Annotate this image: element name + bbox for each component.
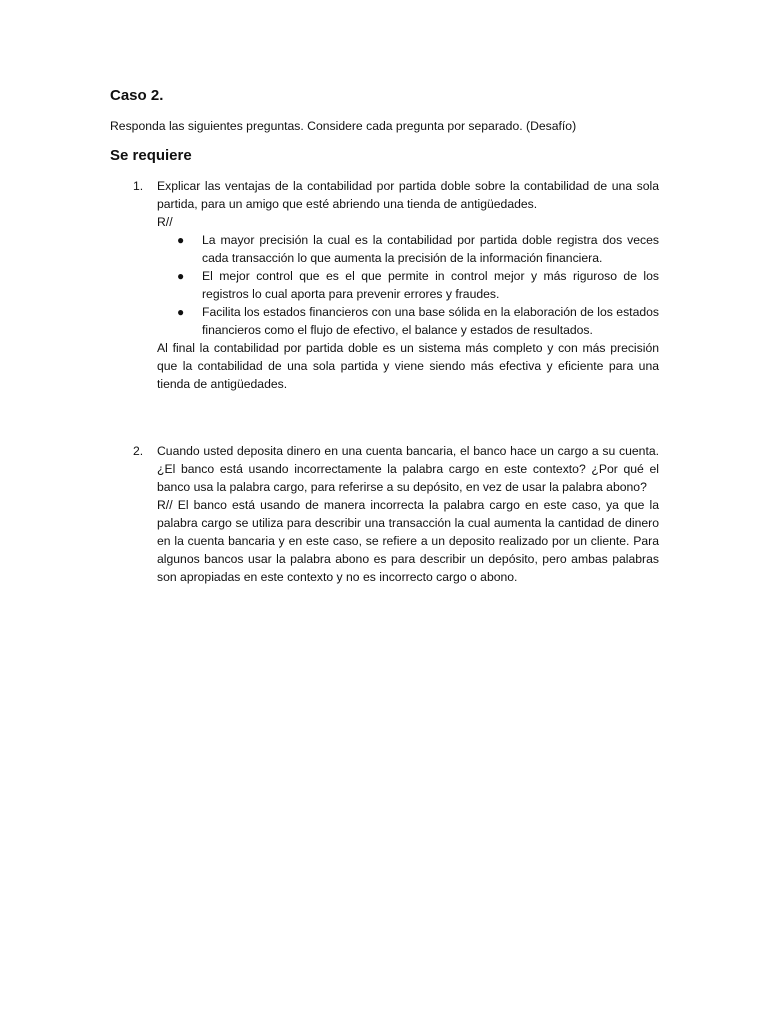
instructions-text: Responda las siguientes preguntas. Considere cada pregunta por separado. (Desafío) [110, 119, 577, 133]
answer-prefix: R// [157, 215, 173, 229]
bullet-text: La mayor precisión la cual es la contabilidad por partida doble registra dos veces cada transacción lo que aumenta la precisión de la información financiera. [202, 233, 659, 265]
bullet-text: Facilita los estados financieros con una base sólida en la elaboración de los estados financieros como el flujo de efectivo, el balance y estados de resultados. [202, 305, 659, 337]
question-text: Cuando usted deposita dinero en una cuenta bancaria, el banco hace un cargo a su cuenta. ¿El banco está usando incorrectamente la palabra cargo en este contexto? ¿Por qué el banco usa la palabra cargo, para referirse a su depósito, en vez de usar la palabra abono? [157, 444, 659, 494]
question-body [157, 442, 659, 586]
case-title: Caso 2. [110, 87, 164, 104]
bullet-dot-icon: ● [177, 269, 185, 283]
answer-text: R// El banco está usando de manera incorrecta la palabra cargo en este caso, ya que la palabra cargo se utiliza para describir una transacción la cual aumenta la cantidad de dinero en la cuenta bancaria y en este caso, se refiere a un deposito realizado por un cliente. Para algunos bancos usar la palabra abono es para describir un depósito, pero ambas palabras son apropiadas en este contexto y no es incorrecto cargo o abono. [157, 498, 659, 584]
question-number: 2. [133, 444, 144, 458]
question-1 [133, 177, 659, 393]
question-2 [133, 442, 659, 586]
section-title: Se requiere [110, 147, 192, 164]
answer-bullet-list [157, 231, 659, 339]
question-body [157, 177, 659, 393]
bullet-item [157, 303, 659, 339]
bullet-item [157, 231, 659, 267]
bullet-text: El mejor control que es el que permite in control mejor y más riguroso de los registros lo cual aporta para prevenir errores y fraudes. [202, 269, 659, 301]
question-text: Explicar las ventajas de la contabilidad por partida doble sobre la contabilidad de una sola partida, para un amigo que esté abriendo una tienda de antigüedades. [157, 179, 659, 211]
bullet-item [157, 267, 659, 303]
question-number: 1. [133, 179, 144, 193]
answer-conclusion: Al final la contabilidad por partida doble es un sistema más completo y con más precisión que la contabilidad de una sola partida y viene siendo más efectiva y eficiente para una tienda de antigüedades. [157, 341, 659, 391]
bullet-dot-icon: ● [177, 233, 185, 247]
bullet-dot-icon: ● [177, 305, 185, 319]
